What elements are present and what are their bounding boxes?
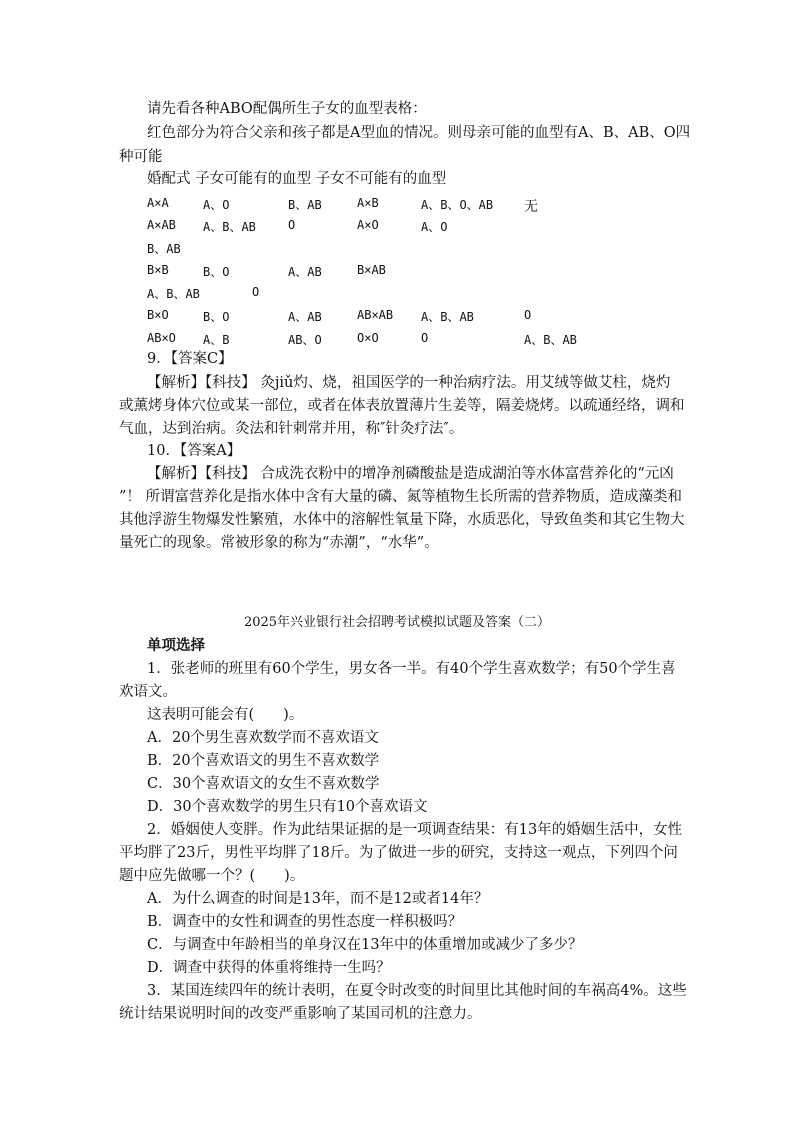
table-cell: O	[524, 308, 532, 322]
table-cell: B、O	[203, 310, 230, 324]
table-cell: A、AB	[288, 265, 322, 279]
q3-line: 3．某国连续四年的统计表明，在夏令时改变的时间里比其他时间的车祸高4%。这些	[147, 983, 687, 999]
q2-option-d: D．调查中获得的体重将维持一生吗？	[147, 960, 391, 976]
table-cell: A×O	[357, 218, 379, 232]
table-cell: A×B	[357, 196, 379, 210]
table-cell: A×AB	[147, 218, 176, 232]
q9-explanation-line: 气血，达到治病。灸法和针刺常并用，称″针灸疗法″。	[119, 421, 464, 437]
table-cell: A、B、AB	[203, 220, 256, 234]
table-cell: A、B、AB	[421, 310, 474, 324]
q1-option-c: C．30个喜欢语文的女生不喜欢数学	[147, 776, 380, 792]
q9-explanation-line: 或薰烤身体穴位或某一部位，或者在体表放置薄片生姜等，隔姜烧烤。以疏通经络，调和	[119, 398, 685, 414]
q2-option-c: C．与调查中年龄相当的单身汉在13年中的体重增加或减少了多少？	[147, 937, 583, 953]
q2-option-a: A．为什么调查的时间是13年，而不是12或者14年？	[147, 891, 489, 907]
q2-line: 题中应先做哪一个？( )。	[119, 868, 305, 884]
q1-line: 1．张老师的班里有60个学生，男女各一半。有40个学生喜欢数学；有50个学生喜	[147, 661, 676, 677]
table-cell: A、O	[421, 220, 448, 234]
table-cell: B、AB	[288, 198, 322, 212]
q1-line: 欢语文。	[119, 684, 177, 700]
q10-explanation-line: 量死亡的现象。常被形象的称为“赤潮”，“水华”。	[119, 535, 439, 551]
q1-stem: 这表明可能会有( )。	[147, 707, 304, 723]
table-cell: A、AB	[288, 310, 322, 324]
table-cell: A、O	[203, 198, 230, 212]
blood-intro: 请先看各种ABO配偶所生子女的血型表格：	[147, 101, 427, 117]
q10-explanation-line: 其他浮游生物爆发性繁殖，水体中的溶解性氧量下降，水质恶化，导致鱼类和其它生物大	[119, 512, 685, 528]
table-cell: A×A	[147, 196, 169, 210]
q2-line: 2．婚姻使人变胖。作为此结果证据的是一项调查结果：有13年的婚姻生活中，女性	[147, 822, 683, 838]
q3-line: 统计结果说明时间的改变严重影响了某国司机的注意力。	[119, 1006, 482, 1022]
table-cell: AB×AB	[357, 308, 394, 322]
table-cell: B×B	[147, 263, 169, 277]
table-cell: 无	[524, 199, 538, 215]
table-cell: A、B、O、AB	[421, 198, 494, 212]
table-cell: A、B、AB	[524, 333, 577, 347]
q2-option-b: B．调查中的女性和调查的男性态度一样积极吗？	[147, 914, 463, 930]
table-cell: B×AB	[357, 263, 386, 277]
red-part-line-1: 红色部分为符合父亲和孩子都是A型血的情况。则母亲可能的血型有A、B、AB、O四	[147, 125, 691, 141]
q1-option-b: B．20个喜欢语文的男生不喜欢数学	[147, 753, 380, 769]
q9-explanation-line: 【解析】【科技】 灸jiǔ灼、烧，祖国医学的一种治病疗法。用艾绒等做艾柱，烧灼	[147, 375, 671, 391]
table-cell: AB、O	[288, 333, 322, 347]
q1-option-a: A．20个男生喜欢数学而不喜欢语文	[147, 730, 379, 746]
section-title: 2025年兴业银行社会招聘考试模拟试题及答案（二）	[243, 615, 551, 630]
section-subtitle: 单项选择	[147, 637, 205, 654]
table-cell: O	[288, 218, 296, 232]
q9-answer: 9．【答案C】	[147, 351, 233, 367]
q1-option-d: D．30个喜欢数学的男生只有10个喜欢语文	[147, 799, 428, 815]
q10-answer: 10．【答案A】	[147, 443, 242, 459]
table-cell: O	[421, 331, 429, 345]
table-cell: A、B、AB	[147, 287, 200, 301]
table-cell: O×O	[357, 331, 379, 345]
red-part-line-2: 种可能	[119, 149, 163, 165]
table-cell: AB×O	[147, 331, 176, 345]
q10-explanation-line: ”！ 所谓富营养化是指水体中含有大量的磷、氮等植物生长所需的营养物质，造成藻类和	[119, 489, 683, 505]
q2-line: 平均胖了23斤，男性平均胖了18斤。为了做进一步的研究，支持这一观点，下列四个问	[119, 845, 678, 861]
table-cell: B、O	[203, 265, 230, 279]
table-cell: B×O	[147, 308, 169, 322]
table-header: 婚配式 子女可能有的血型 子女不可能有的血型	[147, 171, 447, 187]
table-cell: A、B	[203, 333, 230, 347]
q10-explanation-line: 【解析】【科技】 合成洗衣粉中的增净剂磷酸盐是造成湖泊等水体富营养化的“元凶	[147, 466, 674, 482]
table-cell: O	[252, 285, 260, 299]
table-cell: B、AB	[147, 242, 181, 256]
